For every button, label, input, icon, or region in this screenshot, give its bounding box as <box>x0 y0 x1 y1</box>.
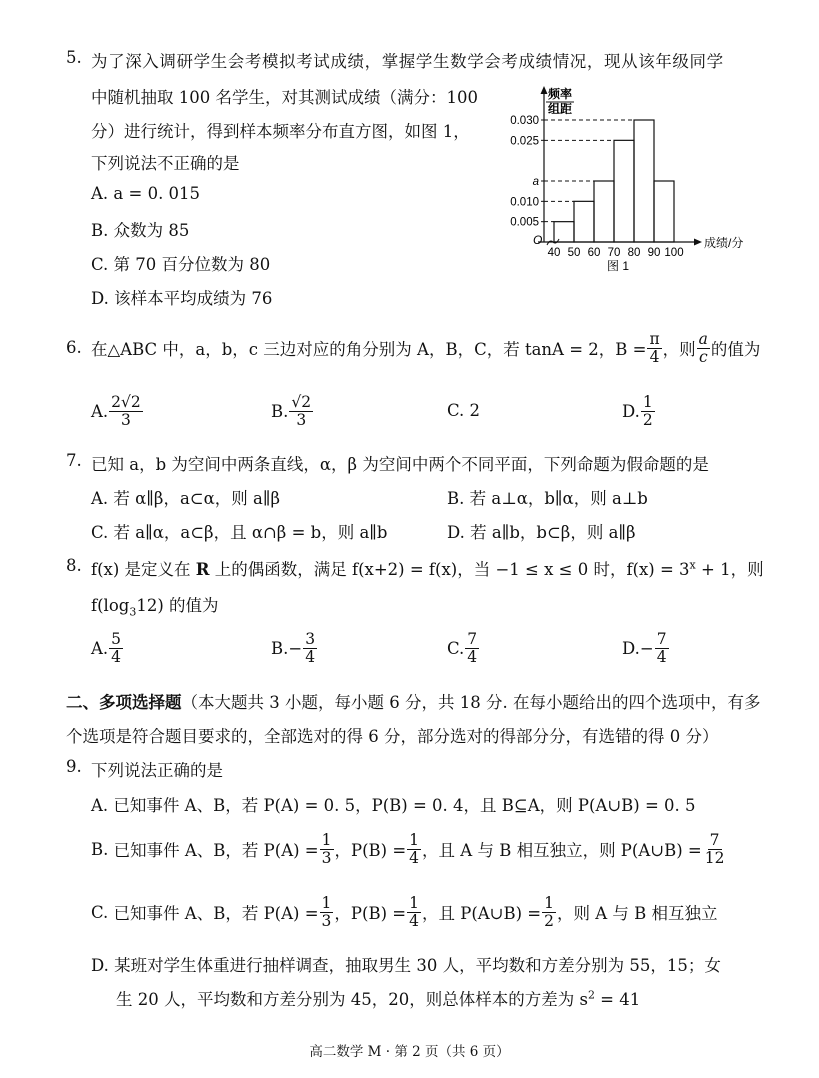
variance-exponent: 2 <box>587 988 595 1002</box>
fraction-denominator: 2 <box>544 911 555 930</box>
option-text: ，P(B) = <box>334 904 407 923</box>
option-text: 该样本平均成绩为 76 <box>114 289 273 308</box>
q7-option-c <box>91 519 388 543</box>
option-fraction <box>655 631 669 665</box>
option-label: B. <box>271 401 289 421</box>
page-footer: 高二数学 M · 第 2 页（共 6 页） <box>309 1044 510 1060</box>
histogram-bar <box>574 201 594 242</box>
fraction-numerator: 2√2 <box>111 393 141 412</box>
x-axis-label: 成绩/分 <box>704 236 744 250</box>
q6-b-fraction <box>647 331 661 365</box>
option-text: 若 a∥α，a⊂β，且 α∩β = b，则 a∥b <box>113 523 388 542</box>
option-fraction <box>320 832 334 866</box>
option-fraction <box>109 394 143 428</box>
fraction-denominator: 3 <box>121 410 131 429</box>
option-label: D. <box>622 401 640 421</box>
fraction-numerator: 3 <box>305 630 316 649</box>
y-tick-label: a <box>532 176 539 188</box>
q8-option-c <box>447 627 480 669</box>
option-label: D. <box>447 523 465 542</box>
q7-option-b <box>447 485 648 509</box>
y-axis-title-top: 频率 <box>548 87 573 101</box>
option-label: A. <box>91 184 109 203</box>
fraction-numerator: 7 <box>656 630 667 649</box>
q5-option-a <box>91 184 200 203</box>
option-label: A. <box>91 489 109 508</box>
x-tick-label: 50 <box>567 247 581 259</box>
y-tick-label: 0.010 <box>510 196 539 209</box>
option-fraction <box>465 631 479 665</box>
q5-option-d <box>91 285 272 309</box>
option-label: B. <box>447 489 465 508</box>
x-tick-label: 70 <box>607 247 621 259</box>
q5-number: 5. <box>66 48 82 67</box>
option-fraction <box>641 394 655 428</box>
q6-option-b <box>271 390 314 432</box>
q5-option-c <box>91 251 270 275</box>
fraction-numerator: 7 <box>467 630 478 649</box>
section2-header <box>66 689 760 713</box>
q9-option-c <box>91 891 718 933</box>
q8-real-set: R <box>195 560 210 579</box>
option-text: 若 a⊥α，b∥α，则 a⊥b <box>469 489 648 508</box>
fraction-denominator: 2 <box>642 410 653 429</box>
option-label: A. <box>91 638 109 658</box>
q8-text: f(x) 是定义在 <box>91 560 196 579</box>
q6-option-c <box>447 401 480 420</box>
option-fraction <box>703 832 727 866</box>
option-text: ，则 A 与 B 相互独立 <box>557 904 718 923</box>
fraction-numerator: 1 <box>409 894 419 913</box>
y-tick-label: 0.005 <box>510 216 539 229</box>
option-label: D. <box>622 638 640 658</box>
fraction-numerator: π <box>649 330 660 349</box>
option-fraction <box>407 832 421 866</box>
fraction-numerator: 1 <box>321 894 332 913</box>
option-label: D. <box>91 956 109 975</box>
fraction-numerator: 5 <box>111 630 122 649</box>
x-tick-label: 90 <box>647 247 661 259</box>
option-label: B. <box>91 839 109 859</box>
q9-option-d-line1 <box>91 952 721 976</box>
fraction-numerator: √2 <box>291 393 312 412</box>
section2-desc-line2: 个选项是符合题目要求的，全部选对的得 6 分，部分选对的得部分分，有选错的得 0 分） <box>66 727 719 746</box>
option-text: 众数为 85 <box>113 221 190 240</box>
q9-option-a <box>91 792 696 816</box>
option-fraction <box>320 895 334 929</box>
fraction-denominator: 4 <box>649 347 660 366</box>
q8-text: 上的偶函数，满足 f(x+2) = f(x)，当 −1 ≤ x ≤ 0 时，f(x) = 3 <box>209 560 690 579</box>
histogram-bar <box>654 181 674 242</box>
option-text: 2 <box>469 401 481 420</box>
frequency-histogram <box>500 82 770 282</box>
option-text: ，且 P(A∪B) = <box>421 904 542 923</box>
fraction-numerator: a <box>698 330 708 349</box>
q5-stem-line4: 下列说法不正确的是 <box>91 154 240 173</box>
y-tick-label: 0.030 <box>510 115 539 127</box>
q8-stem-line1 <box>91 556 764 580</box>
q9-option-b <box>91 828 727 870</box>
q5-stem-line1: 为了深入调研学生会考模拟考试成绩，掌握学生数学会考成绩情况，现从该年级同学 <box>91 52 724 71</box>
option-fraction <box>407 895 421 929</box>
q8-option-d <box>622 627 670 669</box>
option-text: 若 α∥β，a⊂α，则 a∥β <box>113 489 281 508</box>
q8-text: f(log <box>91 596 130 615</box>
option-fraction <box>289 394 313 428</box>
q6-stem-text: 在△ABC 中，a，b，c 三边对应的角分别为 A，B，C，若 tanA = 2，B = <box>91 340 647 359</box>
q7-number: 7. <box>66 451 82 470</box>
x-tick-label: 40 <box>547 247 561 259</box>
q8-number: 8. <box>66 556 82 575</box>
q8-exponent: x <box>689 558 696 572</box>
option-text: 已知事件 A、B，若 P(A) = <box>113 841 319 860</box>
q9-option-d-line2 <box>116 986 640 1010</box>
fraction-numerator: 1 <box>642 393 653 412</box>
option-fraction <box>109 631 123 665</box>
section2-title: 二、多项选择题 <box>66 693 182 712</box>
option-label: C. <box>447 638 465 658</box>
option-label: C. <box>91 523 109 542</box>
option-text: 已知事件 A、B，若 P(A) = <box>113 904 319 923</box>
fraction-numerator: 1 <box>544 894 555 913</box>
q9-stem: 下列说法正确的是 <box>91 761 223 780</box>
q8-log-base: 3 <box>129 605 137 619</box>
q5-option-b <box>91 217 189 241</box>
y-tick-label: 0.025 <box>510 135 539 148</box>
q6-stem-mid: ，则 <box>662 340 696 359</box>
option-fraction <box>542 895 556 929</box>
x-axis-arrow <box>694 239 702 246</box>
q7-option-d <box>447 519 636 543</box>
option-text: 生 20 人，平均数和方差分别为 45，20，则总体样本的方差为 s <box>116 990 588 1009</box>
q8-stem-line2 <box>91 592 219 618</box>
y-axis-arrow <box>541 86 548 94</box>
q8-option-a <box>91 627 124 669</box>
option-label: C. <box>91 902 109 922</box>
option-fraction <box>303 631 317 665</box>
q8-text: + 1，则 <box>695 560 764 579</box>
fraction-denominator: c <box>698 347 708 366</box>
option-text: ，且 A 与 B 相互独立，则 P(A∪B) = <box>422 841 702 860</box>
option-sign: − <box>639 638 654 658</box>
section2-desc-line1: （本大题共 3 小题，每小题 6 分，共 18 分. 在每小题给出的四个选项中，有多 <box>181 693 761 712</box>
histogram-bar <box>614 140 634 242</box>
q7-option-a <box>91 485 280 509</box>
option-text: a = 0. 015 <box>113 184 201 203</box>
fraction-denominator: 4 <box>305 647 316 666</box>
q8-text: 12) 的值为 <box>136 596 219 615</box>
origin-label: O <box>533 233 543 247</box>
fraction-denominator: 3 <box>296 410 307 429</box>
x-tick-label: 100 <box>664 247 684 259</box>
fraction-denominator: 4 <box>409 911 419 930</box>
fraction-denominator: 4 <box>656 647 667 666</box>
q6-stem <box>91 328 760 368</box>
option-text: 若 a∥b，b⊂β，则 a∥β <box>470 523 636 542</box>
fraction-denominator: 3 <box>321 911 332 930</box>
option-label: C. <box>91 255 109 274</box>
q6-ratio-fraction <box>697 331 710 365</box>
fraction-numerator: 1 <box>409 831 420 850</box>
option-label: C. <box>447 401 465 420</box>
q6-number: 6. <box>66 338 82 357</box>
histogram-bar <box>594 181 614 242</box>
fraction-numerator: 7 <box>709 831 720 850</box>
q7-stem: 已知 a，b 为空间中两条直线，α，β 为空间中两个不同平面，下列命题为假命题的是 <box>91 455 709 474</box>
fraction-denominator: 4 <box>409 848 420 867</box>
option-text: 某班对学生体重进行抽样调查，抽取男生 30 人，平均数和方差分别为 55，15；女 <box>114 956 721 975</box>
histogram-bar <box>634 120 654 242</box>
q8-option-b <box>271 627 318 669</box>
option-label: B. <box>91 221 109 240</box>
q6-stem-tail: 的值为 <box>710 340 761 359</box>
q9-number: 9. <box>66 757 82 776</box>
option-text: 已知事件 A、B，若 P(A) = 0. 5，P(B) = 0. 4，且 B⊆A，则 P(A∪B) = 0. 5 <box>113 796 696 815</box>
x-tick-label: 60 <box>587 247 601 259</box>
option-label: A. <box>91 401 109 421</box>
option-label: B. <box>271 638 289 658</box>
fraction-denominator: 3 <box>321 848 332 867</box>
option-text: 第 70 百分位数为 80 <box>113 255 271 274</box>
y-axis-title-bottom: 组距 <box>548 102 573 116</box>
x-tick-label: 80 <box>627 247 641 259</box>
option-text: ，P(B) = <box>334 841 407 860</box>
q6-option-d <box>622 390 656 432</box>
figure-caption: 图 1 <box>606 259 630 273</box>
histogram-bar <box>554 222 574 242</box>
fraction-denominator: 12 <box>704 848 725 867</box>
q6-option-a <box>91 390 144 432</box>
option-label: D. <box>91 289 109 308</box>
fraction-denominator: 4 <box>111 647 122 666</box>
option-text: = 41 <box>594 990 641 1009</box>
fraction-numerator: 1 <box>321 831 332 850</box>
option-sign: − <box>288 638 303 658</box>
fraction-denominator: 4 <box>467 647 478 666</box>
option-label: A. <box>91 796 109 815</box>
q5-stem-line2: 中随机抽取 100 名学生，对其测试成绩（满分：100 <box>91 88 478 107</box>
q5-stem-line3: 分）进行统计，得到样本频率分布直方图，如图 1， <box>91 122 470 141</box>
